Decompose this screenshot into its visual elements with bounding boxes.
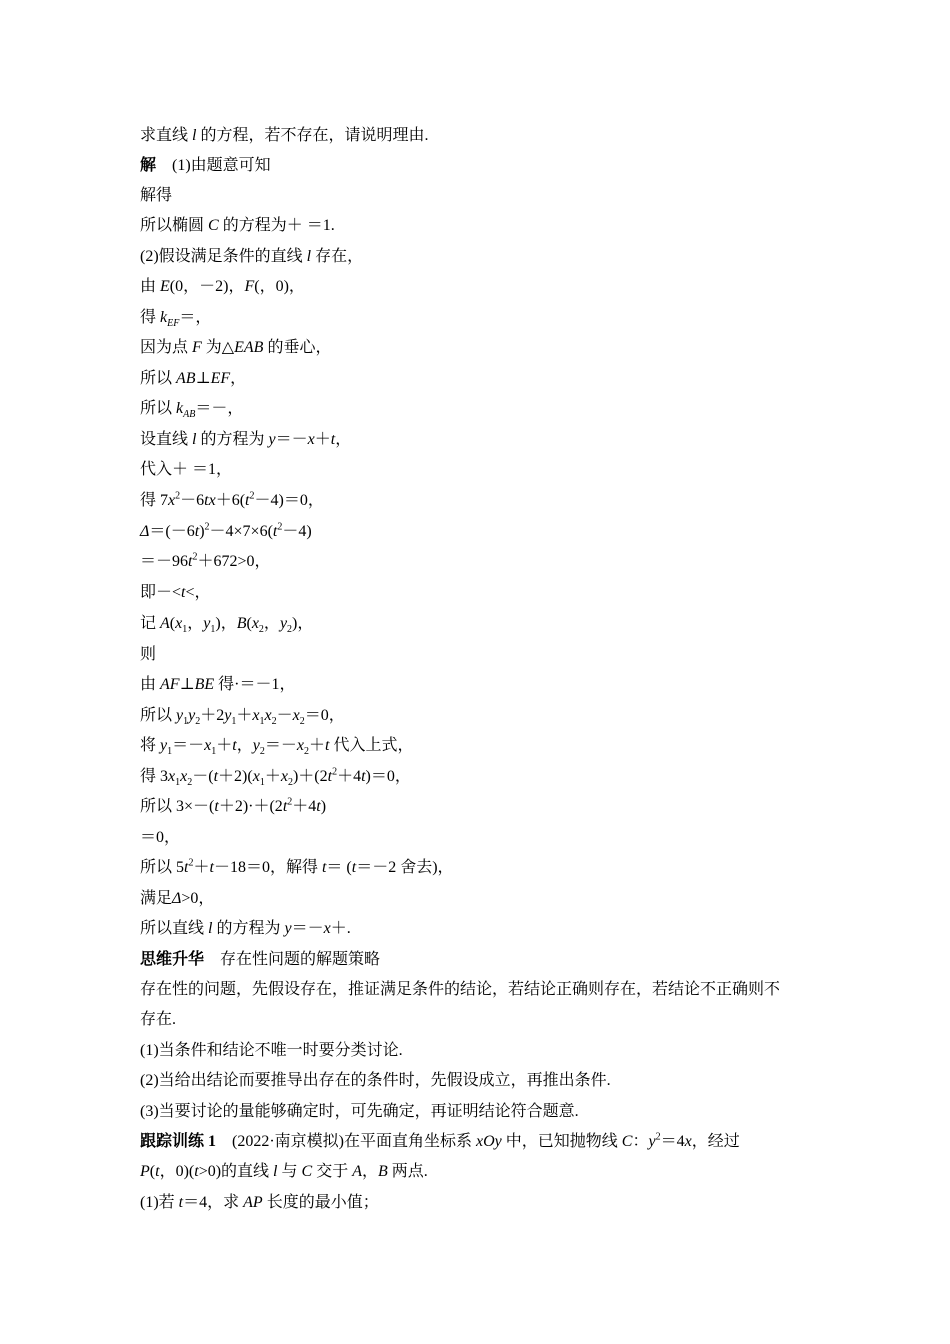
strategy-intro-line2: 存在.	[140, 1011, 177, 1028]
solution-line: 所以 AB⊥EF，	[140, 370, 247, 387]
solution-line: 由 AF⊥BE 得·＝－1，	[140, 676, 296, 693]
solution-line: 代入＋ ＝1，	[140, 461, 233, 478]
solution-line: 记 $A(x_1$，$y_1$)，$B(x_2$，$y_2$)，	[140, 615, 314, 636]
solution-line: 所以直线 l 的方程为 y＝－x＋.	[140, 920, 351, 937]
strategy-heading: 思维升华	[140, 951, 205, 968]
solution-line: 解得	[140, 187, 173, 204]
solution-line: 解 (1)由题意可知	[140, 157, 271, 174]
solution-line: 所以 $y_1y_2+2y_1+x_1x_2-x_2=0$，	[140, 707, 345, 728]
solution-line: $\Delta=(-6t)^2-4\times 7\times 6(t^2-4)$	[140, 521, 312, 540]
solution-line: 得 $k_{EF}=$，	[140, 309, 212, 330]
solution-line: 所以 $k_{AB}=-$，	[140, 400, 244, 421]
solution-line: 满足Δ>0，	[140, 890, 215, 907]
solution-line: $=-96t^2+672>0$，	[140, 551, 271, 570]
exercise-line1: 跟踪训练 1 (2022·南京模拟)在平面直角坐标系 xOy 中，已知抛物线 C：$y^2=4x$，经过	[140, 1131, 740, 1150]
strategy-heading-line	[140, 950, 380, 970]
problem-tail-line: 求直线 l 的方程，若不存在，请说明理由.	[140, 127, 429, 144]
strategy-item: (2)当给出结论而要推导出存在的条件时，先假设成立，再推出条件.	[140, 1072, 611, 1089]
exercise-heading: 跟踪训练 1	[140, 1133, 217, 1150]
solution-line: 则	[140, 646, 157, 663]
strategy-item: (3)当要讨论的量能够确定时，可先确定，再证明结论符合题意.	[140, 1103, 579, 1120]
strategy-title: 存在性问题的解题策略	[220, 951, 381, 968]
strategy-item: (1)当条件和结论不唯一时要分类讨论.	[140, 1042, 403, 1059]
solution-line: 所以 $3\times-(t+2)\cdot+(2t^2+4t)$	[140, 796, 327, 815]
solution-line: 得 $7x^2-6tx+6(t^2-4)=0$，	[140, 490, 324, 509]
solution-line: 即－<t<，	[140, 584, 211, 601]
solution-line: 得 $3x_1x_2-(t+2)(x_1+x_2)+(2t^2+4t)=0$，	[140, 766, 411, 789]
exercise-line2: P(t，0)(t>0)的直线 l 与 C 交于 A，B 两点.	[140, 1163, 428, 1180]
solution-line: 所以椭圆 C 的方程为＋ ＝1.	[140, 217, 335, 234]
solution-line: 所以 $5t^2+t-18=0$，解得 t＝ (t＝－2 舍去)，	[140, 857, 454, 876]
solution-line: 设直线 l 的方程为 y＝－x＋t，	[140, 431, 352, 448]
solution-line: 将 $y_1=-x_1+t$，$y_2=-x_2+t$ 代入上式，	[140, 737, 414, 758]
solution-line: (2)假设满足条件的直线 l 存在，	[140, 248, 364, 265]
strategy-intro-line1: 存在性的问题，先假设存在，推证满足条件的结论，若结论正确则存在，若结论不正确则不	[140, 981, 781, 998]
exercise-question-1: (1)若 t＝4，求 AP 长度的最小值；	[140, 1194, 379, 1211]
solution-line: 由 E(0，－2)，F(，0)，	[140, 278, 305, 295]
solution-label: 解	[140, 157, 157, 174]
solution-line: 因为点 F 为△EAB 的垂心，	[140, 339, 332, 356]
solution-line: ＝0，	[140, 829, 181, 846]
